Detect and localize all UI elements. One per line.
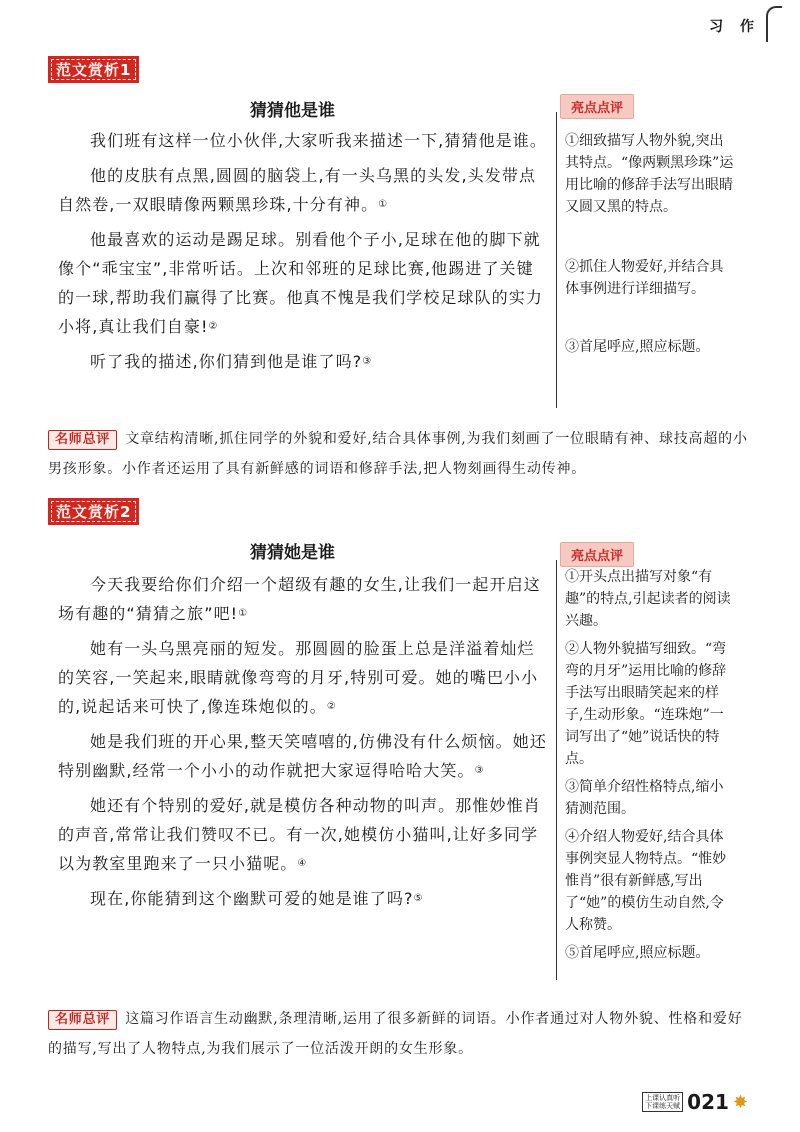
- star-icon: ✸: [732, 1091, 748, 1113]
- essay2-mark-4: ④: [297, 858, 308, 869]
- essay2-para-2-text: 她有一头乌黑亮丽的短发。那圆圆的脸蛋上总是洋溢着灿烂的笑容,一笑起来,眼睛就像弯弯的月牙,特别可爱。她的嘴巴小小的,说起话来可快了,像连珠炮似的。: [58, 639, 539, 716]
- essay2-mark-2: ②: [326, 701, 337, 712]
- essay2-notes: [565, 566, 735, 978]
- essay1-para-2-text: 他的皮肤有点黑,圆圆的脑袋上,有一头乌黑的头发,头发带点自然卷,一双眼睛像两颗黑珍珠,十分有神。: [58, 166, 537, 214]
- essay1-para-1: [58, 126, 548, 155]
- corner-mark: [766, 6, 782, 42]
- essay1-title: 猜猜他是谁: [250, 101, 335, 121]
- essay1-notes: [565, 130, 735, 372]
- essay2-note-4: ④介绍人物爱好,结合具体事例突显人物特点。“惟妙惟肖”很有新鲜感,写出了“她”的模仿生动自然,令人称赞。: [565, 829, 727, 933]
- essay2-para-5-text: 现在,你能猜到这个幽默可爱的她是谁了吗?: [90, 889, 414, 908]
- essay2-note-3: ③简单介绍性格特点,缩小猜测范围。: [565, 779, 724, 817]
- essay2-mark-1: ①: [238, 608, 249, 619]
- essay1-summary: [48, 424, 748, 484]
- footer-slogan-bottom: 下课练天赋: [645, 1102, 681, 1110]
- essay2-note-1: ①开头点出描写对象“有趣”的特点,引起读者的阅读兴趣。: [565, 569, 731, 629]
- essay1-tag: 范文赏析1: [48, 56, 139, 83]
- essay1-mark-2: ②: [208, 321, 219, 332]
- essay2-divider: [556, 560, 557, 980]
- essay1-para-1-text: 我们班有这样一位小伙伴,大家听我来描述一下,猜猜他是谁。: [90, 131, 547, 150]
- essay1-note-1: ①细致描写人物外貌,突出其特点。“像两颗黑珍珠”运用比喻的修辞手法写出眼睛又圆又黑的特点。: [565, 133, 734, 215]
- essay2-para-3-text: 她是我们班的开心果,整天笑嘻嘻的,仿佛没有什么烦恼。她还特别幽默,经常一个小小的动作就把大家逗得哈哈大笑。: [58, 732, 547, 780]
- essay2-mark-5: ⑤: [413, 893, 424, 904]
- essay2-tag: 范文赏析2: [48, 498, 139, 525]
- essay1-body: [58, 126, 548, 382]
- essay1-summary-text: 文章结构清晰,抓住同学的外貌和爱好,结合具体事例,为我们刻画了一位眼睛有神、球技高超的小男孩形象。小作者还运用了具有新鲜感的词语和修辞手法,把人物刻画得生动传神。: [48, 431, 748, 477]
- essay2-note-2: ②人物外貌描写细致。“弯弯的月牙”运用比喻的修辞手法写出眼睛笑起来的样子,生动形象。“连珠炮”一词写出了“她”说话快的特点。: [565, 641, 727, 767]
- essay2-note-5: ⑤首尾呼应,照应标题。: [565, 945, 710, 961]
- essay1-para-4: [58, 347, 548, 376]
- essay1-note-3: ③首尾呼应,照应标题。: [565, 339, 710, 355]
- essay1-mark-1: ①: [378, 199, 389, 210]
- essay2-title: 猜猜她是谁: [250, 543, 335, 563]
- essay2-summary: [48, 1004, 748, 1064]
- essay1-note-2: ②抓住人物爱好,并结合具体事例进行详细描写。: [565, 259, 724, 297]
- section-header: 习 作: [709, 19, 760, 35]
- essay2-para-3: [58, 727, 548, 785]
- essay2-para-1-text: 今天我要给你们介绍一个超级有趣的女生,让我们一起开启这场有趣的“猜猜之旅”吧!: [58, 575, 541, 623]
- essay1-para-3-text: 他最喜欢的运动是踢足球。别看他个子小,足球在他的脚下就像个“乖宝宝”,非常听话。上次和邻班的足球比赛,他踢进了关键的一球,帮助我们赢得了比赛。他真不愧是我们学校足球队的实力小将,真让我们自豪!: [58, 230, 543, 336]
- essay1-divider: [556, 112, 557, 408]
- essay2-badge: 亮点点评: [560, 542, 634, 567]
- essay2-para-4-text: 她还有个特别的爱好,就是模仿各种动物的叫声。那惟妙惟肖的声音,常常让我们赞叹不已。有一次,她模仿小猫叫,让好多同学以为教室里跑来了一只小猫呢。: [58, 796, 541, 873]
- essay1-para-2: [58, 161, 548, 219]
- essay1-para-3: [58, 225, 548, 341]
- essay2-para-4: [58, 791, 548, 878]
- essay2-summary-text: 这篇习作语言生动幽默,条理清晰,运用了很多新鲜的词语。小作者通过对人物外貌、性格和爱好的描写,写出了人物特点,为我们展示了一位活泼开朗的女生形象。: [48, 1011, 743, 1057]
- essay2-summary-label: 名师总评: [48, 1010, 117, 1030]
- essay2-mark-3: ③: [474, 765, 485, 776]
- page-number: 021: [687, 1090, 729, 1114]
- essay1-para-4-text: 听了我的描述,你们猜到他是谁了吗?: [90, 352, 363, 371]
- essay2-para-2: [58, 634, 548, 721]
- essay2-body: [58, 570, 548, 919]
- essay1-badge: 亮点点评: [560, 94, 634, 119]
- page-footer: [642, 1090, 748, 1114]
- footer-slogan-top: 上课认真听: [645, 1094, 681, 1102]
- essay1-summary-label: 名师总评: [48, 430, 117, 450]
- essay1-mark-3: ③: [362, 356, 373, 367]
- essay2-para-5: [58, 884, 548, 913]
- footer-slogan: [642, 1092, 683, 1112]
- essay2-para-1: [58, 570, 548, 628]
